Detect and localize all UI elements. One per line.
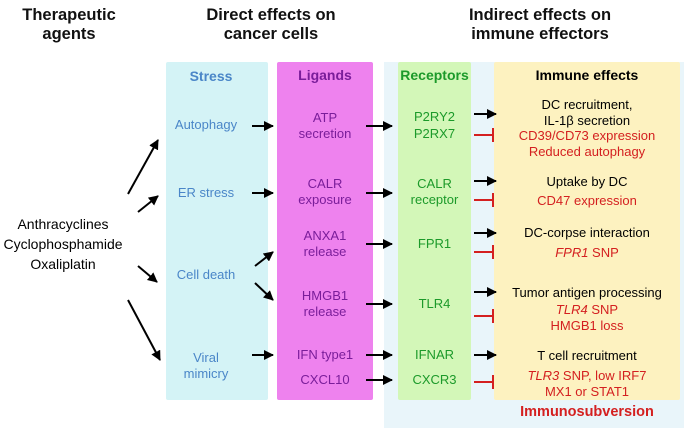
receptor-p2rx7: P2RX7 <box>413 126 456 141</box>
agent-oxaliplatin: Oxaliplatin <box>30 256 96 272</box>
effect-mx1-stat1: MX1 or STAT1 <box>544 384 630 399</box>
effect-uptake-by-dc: Uptake by DC <box>546 174 628 189</box>
agent-cyclophosphamide: Cyclophosphamide <box>3 236 123 252</box>
header-direct-effects: Direct effects on cancer cells <box>206 6 336 43</box>
ligand-atp-secretion: ATP secretion <box>298 110 352 141</box>
arrow-agents-viral-mimicry <box>128 300 160 360</box>
arrow-agents-er-stress <box>138 196 158 212</box>
header-indirect-effects: Indirect effects on immune effectors <box>468 6 612 43</box>
stress-viral-mimicry: Viral mimicry <box>183 350 229 381</box>
ligand-calr-exposure: CALR exposure <box>298 176 352 207</box>
inhibit-tlr3 <box>474 375 493 389</box>
ligand-anxa1-release: ANXA1 release <box>303 228 347 259</box>
effect-dc-corpse: DC-corpse interaction <box>524 225 650 240</box>
effect-tlr3-snp: TLR3 SNP, low IRF7 <box>527 368 647 383</box>
effect-tlr4-snp: TLR4 SNP <box>555 302 619 317</box>
receptor-p2ry2: P2RY2 <box>414 109 455 124</box>
inhibit-fpr1-snp <box>474 245 493 259</box>
ligand-hmgb1-release: HMGB1 release <box>301 288 349 319</box>
inhibit-cd39 <box>474 128 493 142</box>
receptor-fpr1: FPR1 <box>417 236 452 251</box>
effect-dc-recruitment: DC recruitment, IL-1β secretion <box>541 97 633 128</box>
inhibit-tlr4 <box>474 309 493 323</box>
receptor-tlr4: TLR4 <box>418 296 451 311</box>
ligand-cxcl10: CXCL10 <box>300 372 350 387</box>
inhibit-cd47 <box>474 193 493 207</box>
arrow-agents-cell-death <box>138 266 157 282</box>
arrow-agents-autophagy <box>128 140 158 194</box>
immunosubversion-label: Immunosubversion <box>520 404 654 420</box>
effect-cd47-expression: CD47 expression <box>537 193 637 208</box>
column-title-immune-effects: Immune effects <box>535 67 639 83</box>
stress-cell-death: Cell death <box>176 267 236 282</box>
agent-anthracyclines: Anthracyclines <box>17 216 109 232</box>
receptor-calr-receptor: CALR receptor <box>410 176 459 207</box>
effect-tumor-antigen: Tumor antigen processing <box>512 285 662 300</box>
arrow-celldeath-anxa1 <box>255 252 273 266</box>
receptor-cxcr3: CXCR3 <box>412 372 457 387</box>
effect-cd39-cd73: CD39/CD73 expression Reduced autophagy <box>518 128 656 159</box>
receptor-ifnar: IFNAR <box>415 347 454 362</box>
column-title-stress: Stress <box>189 68 233 84</box>
column-title-receptors: Receptors <box>400 67 469 83</box>
effect-t-cell-recruitment: T cell recruitment <box>537 348 637 363</box>
header-therapeutic-agents: Therapeutic agents <box>22 6 116 43</box>
ligand-ifn-type1: IFN type1 <box>296 347 354 362</box>
stress-er-stress: ER stress <box>177 185 235 200</box>
column-title-ligands: Ligands <box>298 67 352 83</box>
effect-hmgb1-loss: HMGB1 loss <box>550 318 624 333</box>
arrow-celldeath-hmgb1 <box>255 283 273 300</box>
effect-fpr1-snp: FPR1 SNP <box>555 245 619 260</box>
stress-autophagy: Autophagy <box>174 117 238 132</box>
